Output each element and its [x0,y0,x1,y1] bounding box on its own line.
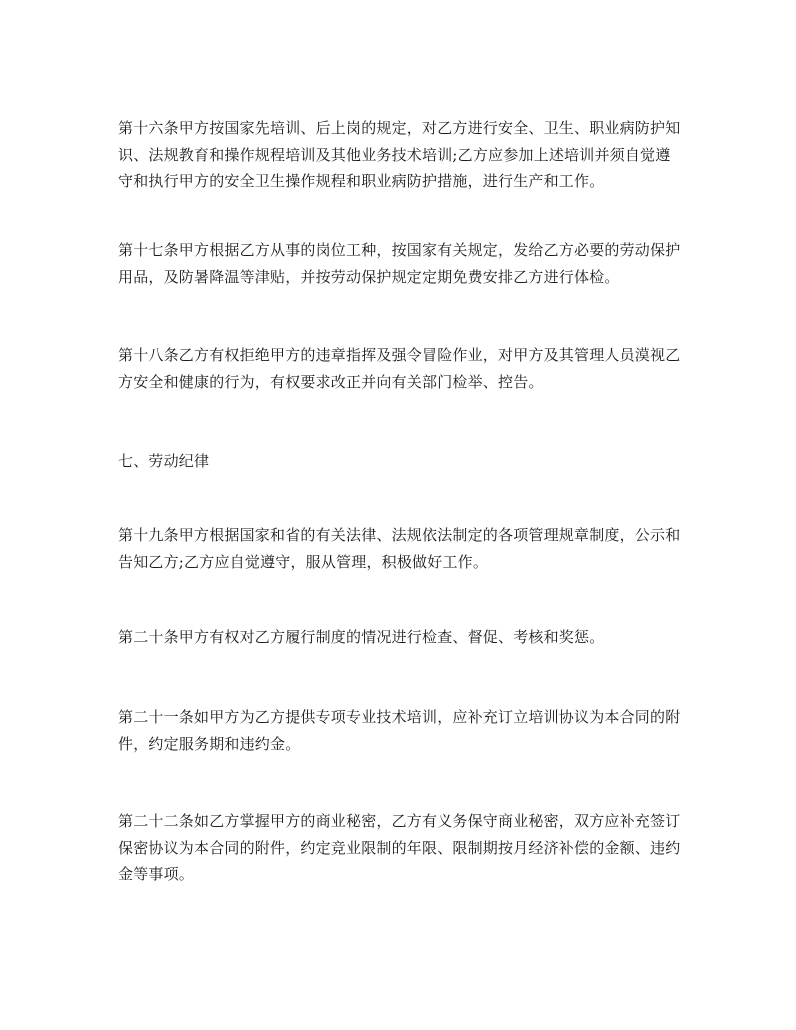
section-heading-labor-discipline: 七、劳动纪律 [118,452,210,470]
article-22-paragraph: 第二十二条如乙方掌握甲方的商业秘密，乙方有义务保守商业秘密，双方应补充签订保密协议为本合同的附件，约定竞业限制的年限、限制期按月经济补偿的金额、违约金等事项。 [118,812,681,883]
article-20-paragraph: 第二十条甲方有权对乙方履行制度的情况进行检查、督促、考核和奖惩。 [118,628,605,646]
article-16-paragraph: 第十六条甲方按国家先培训、后上岗的规定，对乙方进行安全、卫生、职业病防护知识、法规教育和操作规程培训及其他业务技术培训;乙方应参加上述培训并须自觉遵守和执行甲方的安全卫生操作规程和职业病防护措施，进行生产和工作。 [118,119,681,190]
article-18-paragraph: 第十八条乙方有权拒绝甲方的违章指挥及强令冒险作业，对甲方及其管理人员漠视乙方安全和健康的行为，有权要求改正并向有关部门检举、控告。 [118,346,681,391]
article-21-paragraph: 第二十一条如甲方为乙方提供专项专业技术培训，应补充订立培训协议为本合同的附件，约定服务期和违约金。 [118,708,681,753]
article-19-paragraph: 第十九条甲方根据国家和省的有关法律、法规依法制定的各项管理规章制度，公示和告知乙方;乙方应自觉遵守，服从管理，积极做好工作。 [118,526,681,571]
article-17-paragraph: 第十七条甲方根据乙方从事的岗位工种，按国家有关规定，发给乙方必要的劳动保护用品，及防暑降温等津贴，并按劳动保护规定定期免费安排乙方进行体检。 [118,241,681,286]
